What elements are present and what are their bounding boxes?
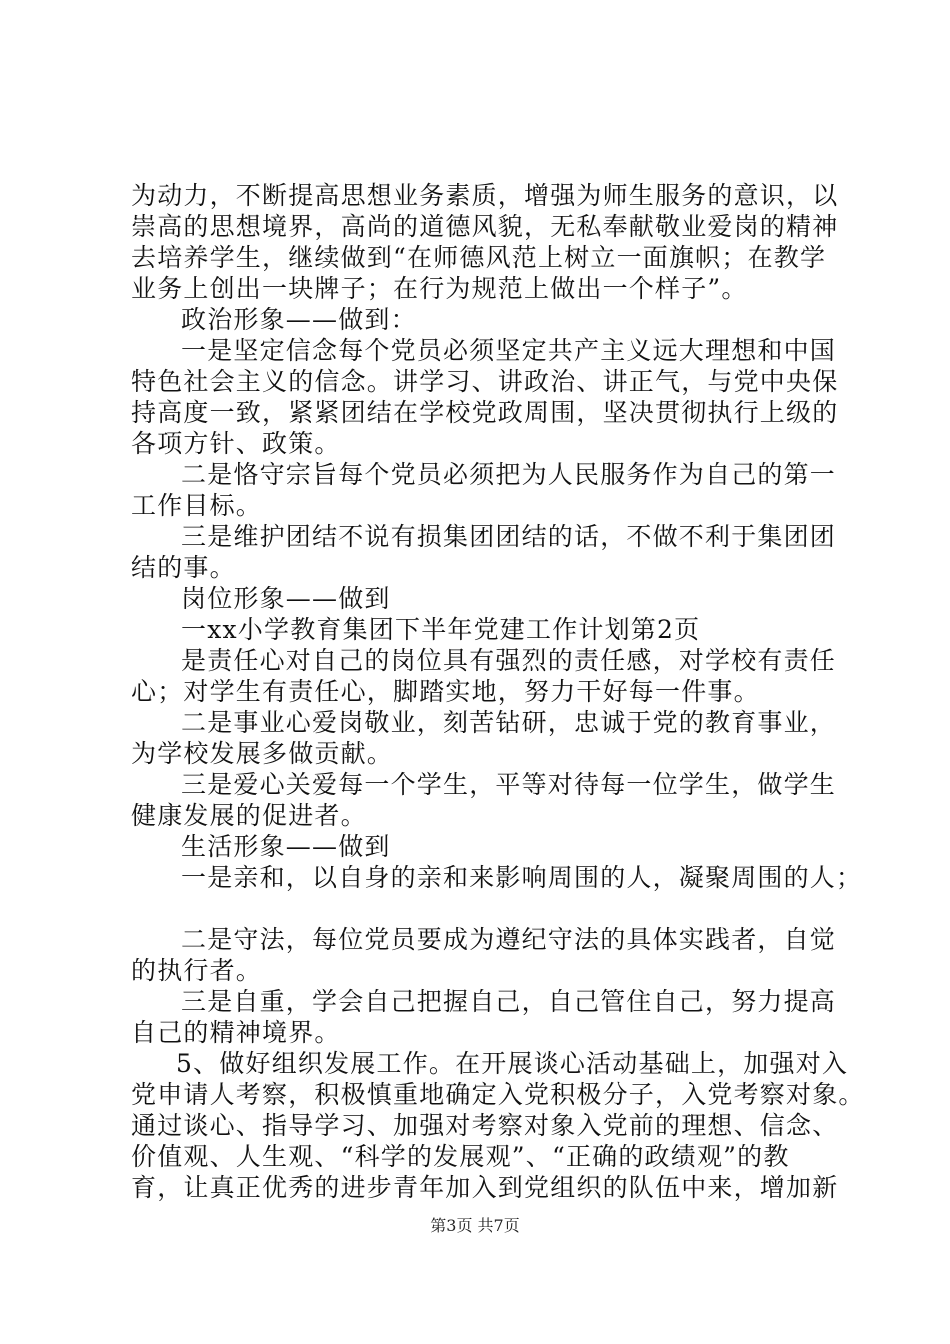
text-line: 5、做好组织发展工作。在开展谈心活动基础上，加强对入 — [176, 1049, 849, 1078]
page-footer — [0, 1216, 950, 1236]
page-number: 第3页 共7页 — [430, 1216, 520, 1235]
text-line: 二是守法，每位党员要成为遵纪守法的具体实践者，自觉 — [181, 925, 837, 954]
text-line: 去培养学生，继续做到“在师德风范上树立一面旗帜；在教学 — [131, 243, 827, 272]
text-line: 持高度一致，紧紧团结在学校党政周围，坚决贯彻执行上级的 — [131, 398, 839, 427]
section-heading: 政治形象——做到： — [181, 305, 417, 334]
text-line: 心；对学生有责任心，脚踏实地，努力干好每一件事。 — [131, 677, 760, 706]
text-line: 通过谈心、指导学习、加强对考察对象入党前的理想、信念、 — [131, 1111, 839, 1140]
text-line: 育，让真正优秀的进步青年加入到党组织的队伍中来，增加新 — [131, 1173, 839, 1202]
text-line: 崇高的思想境界，高尚的道德风貌，无私奉献敬业爱岗的精神 — [131, 212, 839, 241]
text-line: 结的事。 — [131, 553, 236, 582]
text-line: 各项方针、政策。 — [131, 429, 341, 458]
section-heading: 生活形象——做到 — [181, 832, 391, 861]
text-line: 特色社会主义的信念。讲学习、讲政治、讲正气，与党中央保 — [131, 367, 839, 396]
text-line: 二是恪守宗旨每个党员必须把为人民服务作为自己的第一 — [181, 460, 837, 489]
text-line: 三是自重，学会自己把握自己，自己管住自己，努力提高 — [181, 987, 837, 1016]
text-line: 价值观、人生观、“科学的发展观”、“正确的政绩观”的教 — [131, 1142, 790, 1171]
text-line: 为学校发展多做贡献。 — [131, 739, 394, 768]
text-line: 二是事业心爱岗敬业，刻苦钻研，忠诚于党的教育事业， — [181, 708, 837, 737]
text-line: 三是爱心关爱每一个学生，平等对待每一位学生，做学生 — [181, 770, 837, 799]
text-line: 一是亲和，以自身的亲和来影响周围的人，凝聚周围的人； — [181, 863, 863, 892]
section-heading: 岗位形象——做到 — [181, 584, 391, 613]
text-line: 为动力，不断提高思想业务素质，增强为师生服务的意识，以 — [131, 181, 839, 210]
text-line: 健康发展的促进者。 — [131, 801, 367, 830]
text-line: 一是坚定信念每个党员必须坚定共产主义远大理想和中国 — [181, 336, 837, 365]
text-line: 三是维护团结不说有损集团团结的话，不做不利于集团团 — [181, 522, 837, 551]
text-line: 是责任心对自己的岗位具有强烈的责任感，对学校有责任 — [181, 646, 837, 675]
text-line: 自己的精神境界。 — [131, 1018, 341, 1047]
text-line: 业务上创出一块牌子；在行为规范上做出一个样子”。 — [131, 274, 748, 303]
text-line: 党申请人考察，积极慎重地确定入党积极分子，入党考察对象。 — [131, 1080, 865, 1109]
text-line: 的执行者。 — [131, 956, 263, 985]
text-line: 一xx小学教育集团下半年党建工作计划第2页 — [181, 615, 701, 644]
text-line: 工作目标。 — [131, 491, 263, 520]
